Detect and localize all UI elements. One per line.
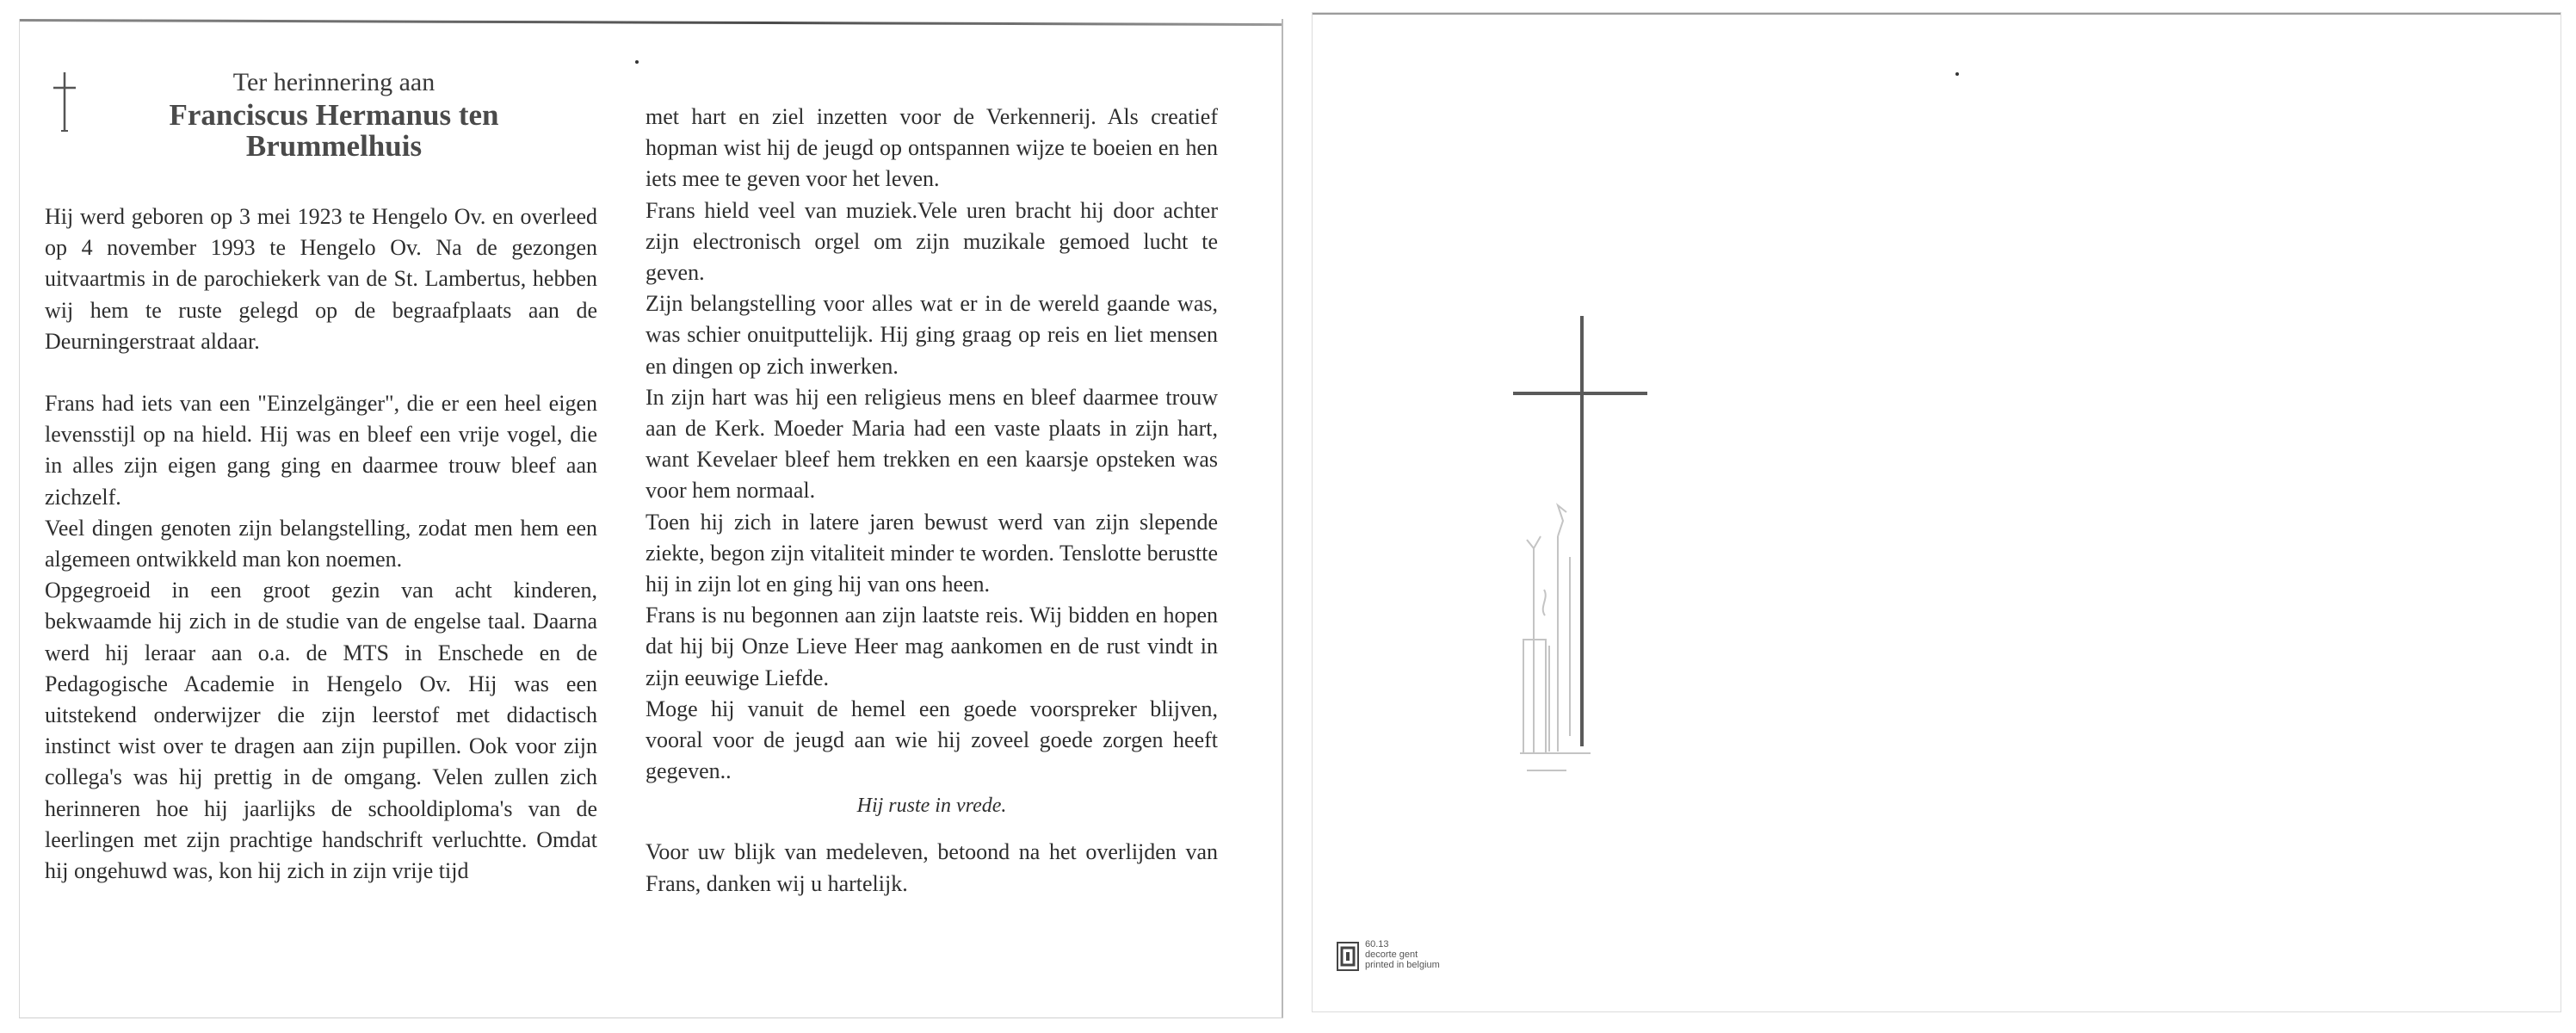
publisher-code: 60.13 bbox=[1365, 939, 1389, 949]
paragraph-career: Opgegroeid in een groot gezin van acht kinderen, bekwaamde hij zich in de studie van de engelse taal. Daarna werd hij leraar aan o.a. de MTS in Enschede en de Pedagogische Academie in Hengelo Ov. Hij was een uitstekend onderwijzer die zijn leerstof met didactisch instinct wist over te dragen aan zijn pupillen. Ook voor zijn collega's was hij prettig in de omgang. Velen zullen zich herinneren hoe hij jaarlijks de schooldiploma's van de leerlingen met zijn prachtige handschrift verluchtte. Omdat hij ongehuwd was, kon hij zich in zijn vrije tijd bbox=[45, 578, 597, 884]
top-border bbox=[1313, 13, 2561, 15]
paragraph-spacer bbox=[646, 825, 1218, 837]
paragraph-illness: Toen hij zich in latere jaren bewust werd van zijn slepende ziekte, begon zijn vitaliteit minder te worden. Tenslotte berustte hij in zijn lot en ging hij van ons heen. bbox=[646, 509, 1218, 597]
deceased-name-line1: Franciscus Hermanus ten bbox=[169, 98, 499, 132]
paragraph-music: Frans hield veel van muziek.Vele uren bracht hij door achter zijn electronisch orgel om zijn muzikale gemoed lucht te geven. bbox=[646, 197, 1218, 286]
publisher-logo-icon bbox=[1336, 941, 1360, 972]
thanks-text: Voor uw blijk van medeleven, betoond na het overlijden van Frans, danken wij u hartelijk. bbox=[646, 839, 1218, 896]
publisher-text bbox=[1365, 939, 1440, 970]
text-column-left bbox=[45, 201, 597, 887]
print-speck bbox=[635, 60, 639, 64]
rest-in-peace-text: Hij ruste in vrede. bbox=[856, 795, 1007, 818]
cross-icon bbox=[50, 69, 79, 134]
title-block bbox=[102, 65, 566, 162]
paragraph-interests: Veel dingen genoten zijn belangstelling, zodat men hem een algemeen ontwikkeld man kon noemen. bbox=[45, 515, 597, 572]
paragraph-faith: In zijn hart was hij een religieus mens en bleef daarmee trouw aan de Kerk. Moeder Maria had een vaste plaats in zijn hart, want Kevelaer bleef hem trekken en een kaarsje opsteken was voor hem normaal. bbox=[646, 384, 1218, 504]
paragraph-spacer bbox=[45, 357, 597, 388]
paragraph-birth-death: Hij werd geboren op 3 mei 1923 te Hengelo Ov. en overleed op 4 november 1993 te Hengelo Ov. Na de gezongen uitvaartmis in de parochiekerk van de St. Lambertus, hebben wij hem te ruste gelegd op de begraafplaats aan de Deurningerstraat aldaar. bbox=[45, 204, 597, 354]
printed-in: printed in belgium bbox=[1365, 960, 1440, 970]
print-speck bbox=[1955, 72, 1959, 76]
paragraph-scouting: met hart en ziel inzetten voor de Verkennerij. Als creatief hopman wist hij de jeugd op ontspannen wijze te boeien en hen iets mee te geven voor het leven. bbox=[646, 104, 1218, 192]
cross-with-candles-icon bbox=[1437, 306, 1661, 788]
intro-text: Ter herinnering aan bbox=[232, 68, 436, 96]
paragraph-last-journey: Frans is nu begonnen aan zijn laatste reis. Wij bidden en hopen dat hij bij Onze Lieve Heer mag aankomen en de rust vindt in zijn eeuwige Liefde. bbox=[646, 603, 1218, 690]
publisher-imprint bbox=[1336, 937, 1473, 979]
paragraph-travel: Zijn belangstelling voor alles wat er in de wereld gaande was, was schier onuitputtelijk. Hij ging graag op reis en liet mensen en dingen op zich inwerken. bbox=[646, 291, 1218, 379]
publisher-name: decorte gent bbox=[1365, 949, 1418, 960]
text-column-right bbox=[646, 102, 1218, 900]
paragraph-character: Frans had iets van een "Einzelgänger", die er een heel eigen levensstijl op na hield. Hij was en bleef een vrije vogel, die in alles zijn eigen gang ging en daarmee trouw bleef aan zichzelf. bbox=[45, 391, 597, 510]
top-border bbox=[20, 19, 1283, 26]
paragraph-intercessor: Moge hij vanuit de hemel een goede voorspreker blijven, vooral voor de jeugd aan wie hij zoveel goede zorgen heeft gegeven.. bbox=[646, 696, 1218, 784]
fold-edge bbox=[1282, 19, 1283, 1018]
deceased-name-line2: Brummelhuis bbox=[245, 129, 423, 163]
